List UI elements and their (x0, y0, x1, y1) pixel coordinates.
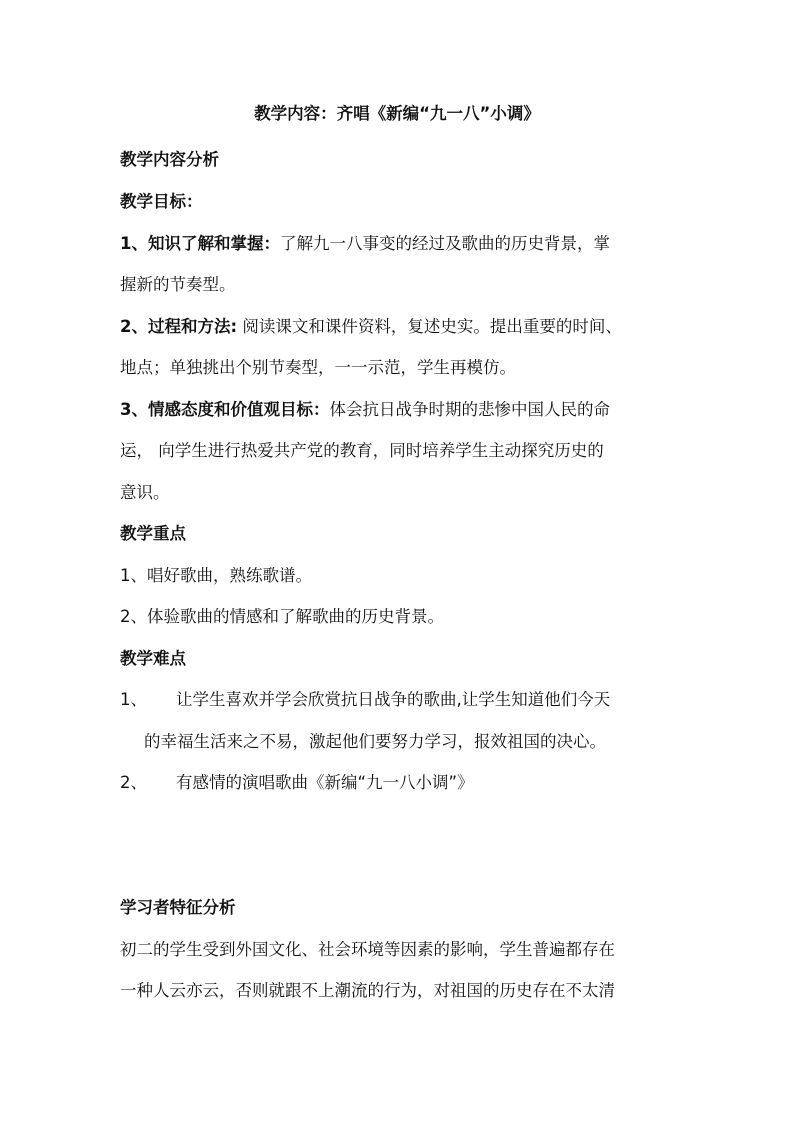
key-point-2: 2、体验歌曲的情感和了解歌曲的历史背景。 (120, 607, 444, 626)
goal-3-line-1 (120, 400, 610, 420)
goal-2-line-1 (120, 317, 622, 337)
goal-3-line-2: 运， 向学生进行热爱共产党的教育，同时培养学生主动探究历史的 (120, 441, 604, 460)
goal-2-line-2: 地点；单独挑出个别节奏型，一一示范，学生再模仿。 (120, 358, 516, 377)
section-heading-difficulties: 教学难点 (120, 649, 186, 668)
key-point-1: 1、唱好歌曲，熟练歌谱。 (120, 566, 312, 585)
difficulty-2-text: 有感情的演唱歌曲《新编“九一八小调”》 (176, 773, 474, 792)
goal-1-text: 了解九一八事变的经过及歌曲的历史背景，掌 (279, 234, 610, 253)
goals-heading: 教学目标： (120, 192, 203, 211)
goal-3-label: 3、情感态度和价值观目标： (120, 400, 330, 419)
goal-1-line-2: 握新的节奏型。 (120, 275, 236, 294)
page-title: 教学内容：齐唱《新编“九一八”小调》 (254, 104, 540, 123)
difficulty-1-number: 1、 (120, 690, 147, 709)
difficulty-2-number: 2、 (120, 773, 147, 792)
learner-analysis-line-2: 一种人云亦云，否则就跟不上潮流的行为，对祖国的历史存在不太清 (120, 981, 615, 1000)
goal-2-label: 2、过程和方法: (120, 317, 238, 336)
goal-1-line-1 (120, 234, 610, 254)
goal-3-text: 体会抗日战争时期的悲惨中国人民的命 (329, 400, 610, 419)
section-heading-learner-analysis: 学习者特征分析 (120, 898, 236, 917)
section-heading-content-analysis: 教学内容分析 (120, 150, 219, 169)
goal-2-text: 阅读课文和课件资料，复述史实。提出重要的时间、 (237, 317, 622, 336)
difficulty-2-line-1 (120, 773, 474, 793)
goal-1-label: 1、知识了解和掌握： (120, 234, 280, 253)
section-heading-key-points: 教学重点 (120, 524, 186, 543)
learner-analysis-line-1: 初二的学生受到外国文化、社会环境等因素的影响，学生普遍都存在 (120, 940, 615, 959)
difficulty-1-line-1 (120, 690, 610, 710)
difficulty-1-text: 让学生喜欢并学会欣赏抗日战争的歌曲,让学生知道他们今天 (176, 690, 611, 709)
difficulty-1-line-2: 的幸福生活来之不易，激起他们要努力学习，报效祖国的决心。 (144, 732, 606, 751)
goal-3-line-3: 意识。 (120, 483, 170, 502)
